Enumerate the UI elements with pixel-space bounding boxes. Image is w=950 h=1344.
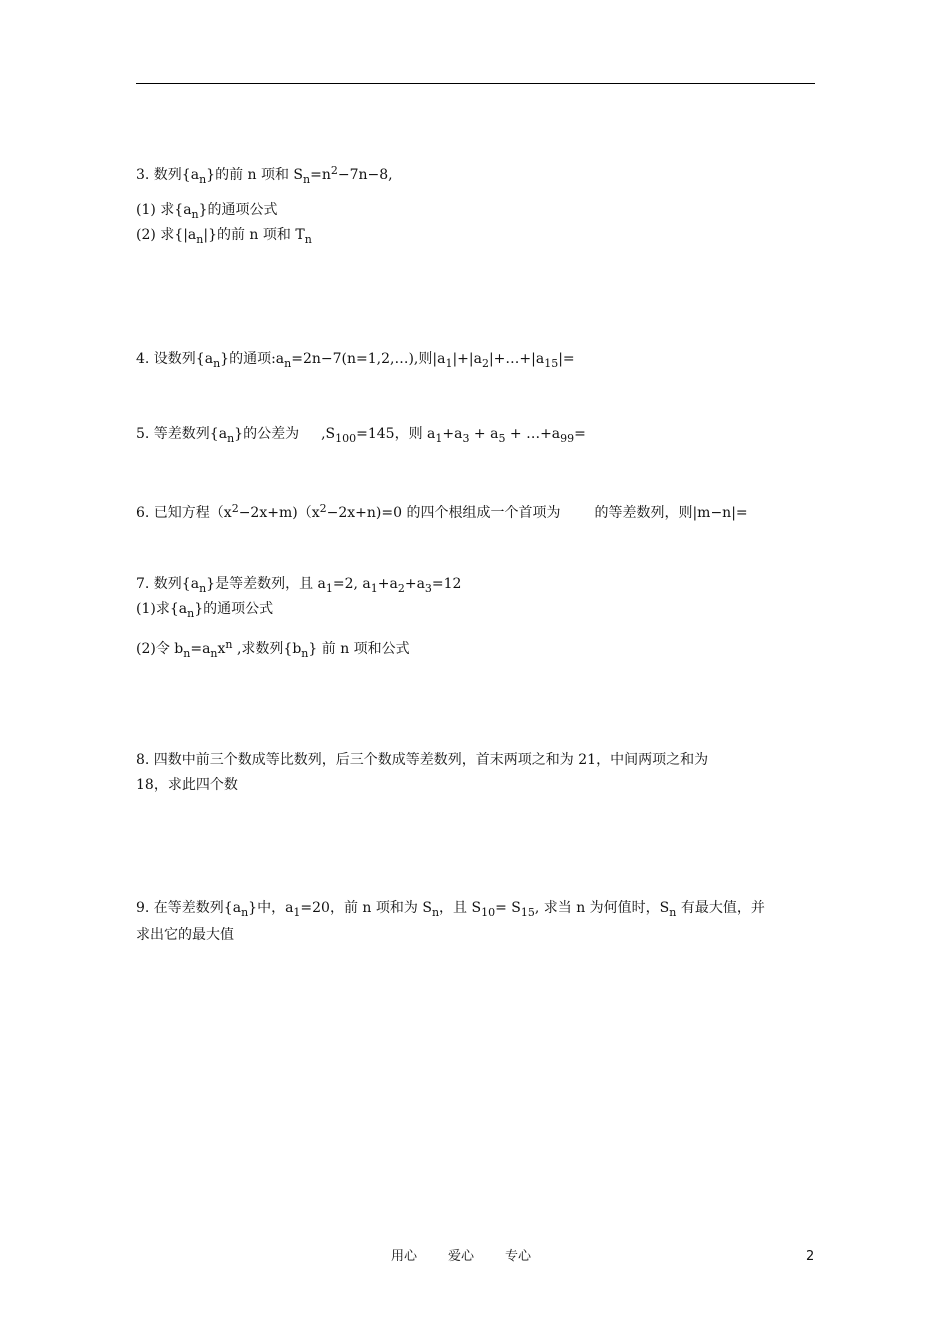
problem-9-line-2: 求出它的最大值 <box>136 927 234 943</box>
problem-6-statement: 6. 已知方程$(x^2-2x+m)(x^2-2x+n)=0$ 的四个根组成一个首项为 的等差数列，则|m−n|= <box>136 502 748 521</box>
problem-5-statement: 5. 等差数列$\{a_n\}$的公差为 $,S_{100}=145$，则 $a_1+a_3 + a_5$ + $\dots+a_{99}=$ <box>136 426 586 445</box>
problem-4-statement: 4. 设数列$\{a_n\}$的通项$:a_n=2n-7(n=1,2,\dots)$,则$|a_1|+|a_2|+\dots+|a_{15}|=$ <box>136 351 575 370</box>
page-number: 2 <box>806 1249 815 1264</box>
problem-3-part-1: (1) 求$\{a_n\}$的通项公式 <box>136 202 278 221</box>
problem-9-line-1: 9. 在等差数列$\{a_n\}$中，$a_1=20$，前 n 项和为 $S_n$，且 $S_{10}= S_{15}$, 求当 n 为何值时，$S_n$ 有最大值，并 <box>136 900 765 919</box>
problem-8-line-1: 8. 四数中前三个数成等比数列，后三个数成等差数列，首末两项之和为 21，中间两项之和为 <box>136 752 709 768</box>
problem-7-statement: 7. 数列$\{a_n\}$是等差数列，且 $a_1=2$, $a_1+a_2+a_3=12$ <box>136 576 462 595</box>
problem-7-part-2: (2)令 $b_n=a_nx^n$ ,求数列$\{b_n\}$ 前 n 项和公式 <box>136 638 410 660</box>
footer-word-3: 专心 <box>505 1249 532 1264</box>
problem-8-line-2: 18，求此四个数 <box>136 777 238 793</box>
footer-word-2: 爱心 <box>448 1249 475 1264</box>
header-rule <box>136 83 815 84</box>
problem-7-part-1: (1)求$\{a_n\}$的通项公式 <box>136 601 274 620</box>
footer-word-1: 用心 <box>391 1249 418 1264</box>
problem-3-statement: 3. 数列$\{a_n\}$的前 n 项和 $S_n=n^2-7n-8$, <box>136 164 393 186</box>
problem-3-part-2: (2) 求$\{|a_n|\}$的前 n 项和 $T_n$ <box>136 227 312 246</box>
